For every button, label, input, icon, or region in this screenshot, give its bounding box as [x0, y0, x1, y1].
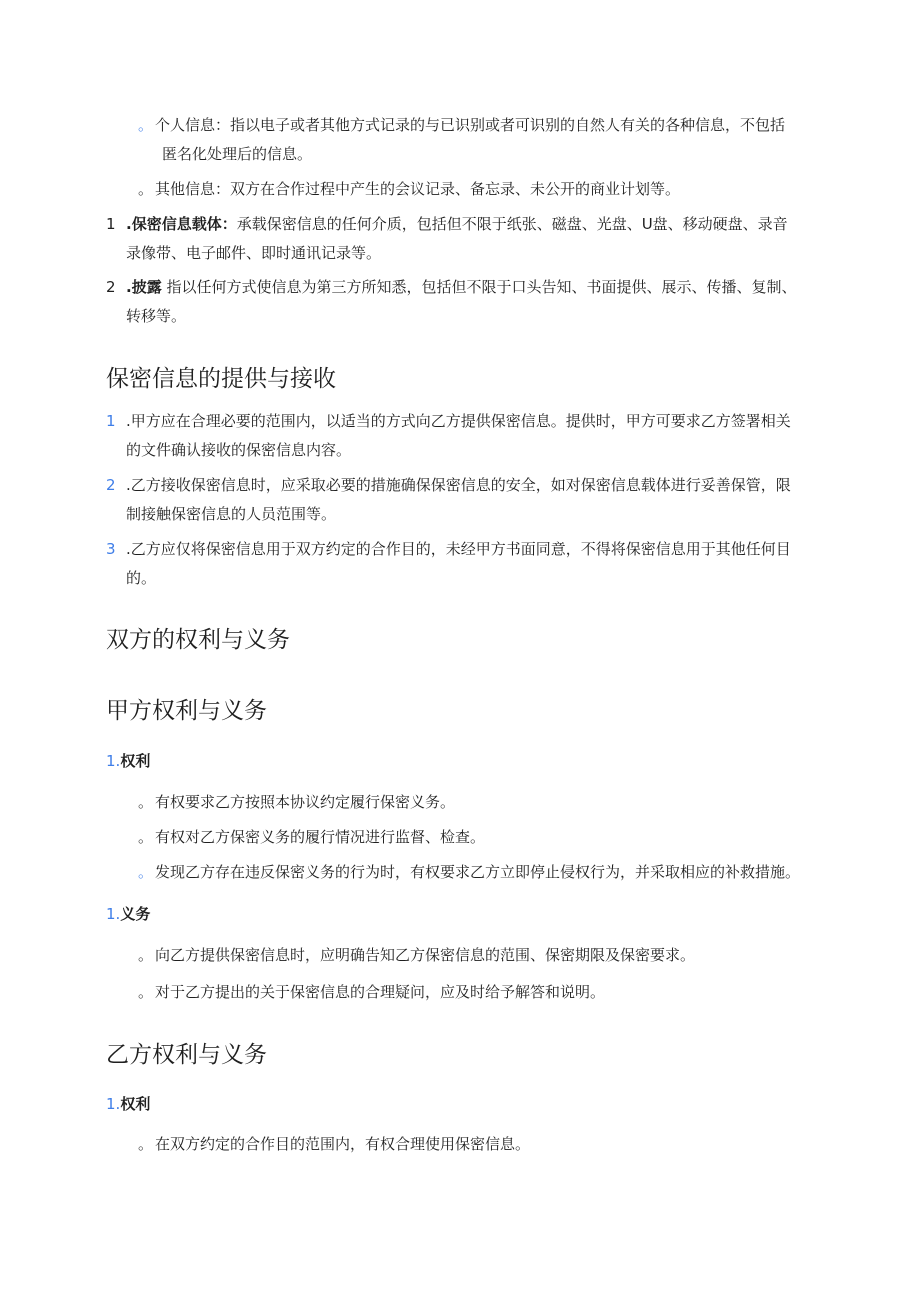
list-item: .乙方接收保密信息时，应采取必要的措施确保保密信息的安全，如对保密信息载体进行妥善保管，限	[126, 476, 791, 494]
subheading-rights	[106, 1090, 150, 1119]
list-item: 向乙方提供保密信息时，应明确告知乙方保密信息的范围、保密期限及保密要求。	[155, 946, 696, 964]
subheading-number: 1.	[106, 752, 121, 770]
list-item	[126, 273, 826, 302]
bullet-marker: 。	[138, 946, 154, 964]
section-heading: 双方的权利与义务	[106, 627, 290, 653]
subheading-label: 权利	[120, 752, 151, 770]
subheading-duties	[106, 900, 150, 929]
bullet-marker: 。	[138, 180, 154, 198]
list-item-continuation: 制接触保密信息的人员范围等。	[126, 505, 337, 523]
list-item-continuation: 录像带、电子邮件、即时通讯记录等。	[126, 244, 382, 262]
list-item-continuation: 转移等。	[126, 307, 187, 325]
item-number: 2	[106, 278, 116, 296]
item-number: 1	[106, 215, 116, 233]
subheading-number: 1.	[106, 905, 121, 923]
list-item	[155, 111, 835, 140]
list-item: 发现乙方存在违反保密义务的行为时，有权要求乙方立即停止侵权行为，并采取相应的补救措施。	[155, 863, 801, 881]
subheading-rights	[106, 747, 150, 776]
list-item-continuation: 的。	[126, 569, 157, 587]
list-item-text: 个人信息：指以电子或者其他方式记录的与已识别或者可识别的自然人有关的各种信息，不包括	[155, 116, 786, 134]
bullet-marker: 。	[138, 793, 154, 811]
item-number: 3	[106, 540, 116, 558]
section-heading: 保密信息的提供与接收	[106, 366, 336, 392]
subheading-number: 1.	[106, 1095, 121, 1113]
term-label: .保密信息载体：	[126, 215, 237, 233]
bullet-marker: 。	[138, 1135, 154, 1153]
item-number: 1	[106, 412, 116, 430]
bullet-marker: 。	[138, 863, 154, 881]
list-item	[126, 210, 826, 239]
list-item: .甲方应在合理必要的范围内，以适当的方式向乙方提供保密信息。提供时，甲方可要求乙方签署相关	[126, 412, 791, 430]
bullet-marker: 。	[138, 983, 154, 1001]
list-item: 对于乙方提出的关于保密信息的合理疑问，应及时给予解答和说明。	[155, 983, 606, 1001]
list-item: 在双方约定的合作目的范围内，有权合理使用保密信息。	[155, 1135, 531, 1153]
bullet-marker: 。	[138, 828, 154, 846]
section-heading: 甲方权利与义务	[106, 698, 267, 724]
item-number: 2	[106, 476, 116, 494]
list-item: 有权对乙方保密义务的履行情况进行监督、检查。	[155, 828, 486, 846]
section-heading: 乙方权利与义务	[106, 1042, 267, 1068]
list-item: 其他信息：双方在合作过程中产生的会议记录、备忘录、未公开的商业计划等。	[155, 180, 681, 198]
list-item: 有权要求乙方按照本协议约定履行保密义务。	[155, 793, 456, 811]
subheading-label: 权利	[120, 1095, 151, 1113]
term-label: .披露	[126, 278, 162, 296]
term-definition: 承载保密信息的任何介质，包括但不限于纸张、磁盘、光盘、U盘、移动硬盘、录音	[236, 215, 788, 233]
list-item-continuation: 的文件确认接收的保密信息内容。	[126, 441, 352, 459]
list-item-continuation: 匿名化处理后的信息。	[162, 145, 313, 163]
bullet-marker: 。	[138, 116, 154, 134]
subheading-label: 义务	[120, 905, 151, 923]
term-definition: 指以任何方式使信息为第三方所知悉，包括但不限于口头告知、书面提供、展示、传播、复制、	[166, 278, 797, 296]
list-item: .乙方应仅将保密信息用于双方约定的合作目的，未经甲方书面同意，不得将保密信息用于其他任何目	[126, 540, 791, 558]
